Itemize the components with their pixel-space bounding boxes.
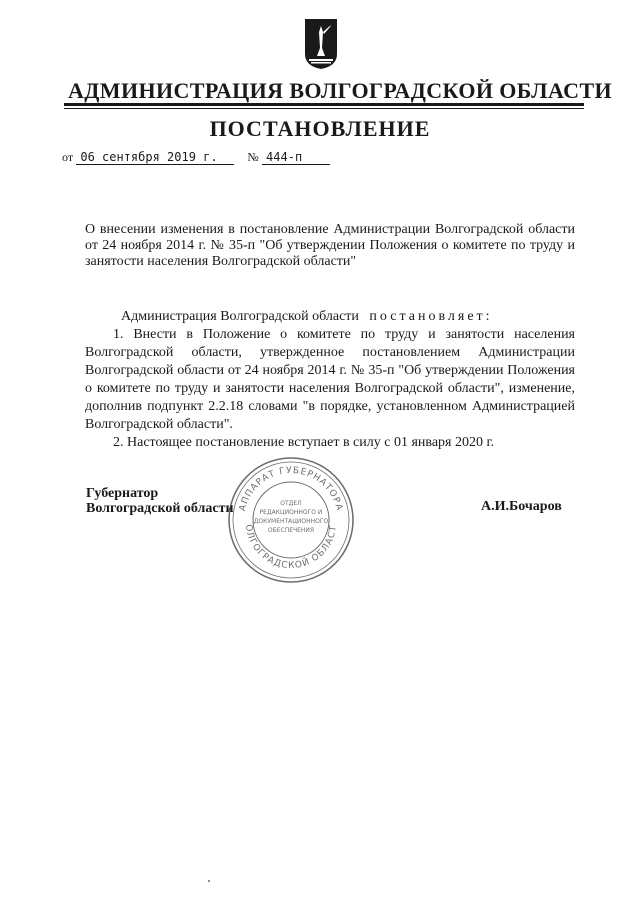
decree-item-1: 1. Внести в Положение о комитете по труду и занятости населения Волгоградской области, утвержденное постановлением Администрации Волгоградской области от 24 ноября 2014 г. № 35-п "Об утверждении Положения о комитете по труду и занятости населения Волгоградской области", изменение, дополнив подпункт 2.2.18 словами "в порядке, установленном Администрацией Волгоградской области". xyxy=(85,327,575,432)
header-rule-thin xyxy=(64,108,584,109)
organization-title: АДМИНИСТРАЦИЯ ВОЛГОГРАДСКОЙ ОБЛАСТИ xyxy=(67,78,613,103)
decree-intro xyxy=(85,308,575,326)
coat-of-arms-icon xyxy=(304,18,338,70)
signatory-position-line-1: Губернатор xyxy=(86,486,159,501)
signatory-position xyxy=(86,486,234,516)
document-meta-line xyxy=(62,149,330,165)
signatory-position-line-2: Волгоградской области xyxy=(86,501,234,516)
document-subject: О внесении изменения в постановление Администрации Волгоградской области от 24 ноября 2014 г. № 35-п "Об утверждении Положения о комитете по труду и занятости населения Волгоградской области" xyxy=(85,222,575,269)
decree-intro-text: Администрация Волгоградской области xyxy=(121,309,359,324)
stamp-inner-line-1: ОТДЕЛ xyxy=(280,500,302,507)
stamp-outer-top: АППАРАТ ГУБЕРНАТОРА xyxy=(237,465,345,513)
signatory-name: А.И.Бочаров xyxy=(481,499,562,514)
stamp-inner-line-4: ОБЕСПЕЧЕНИЯ xyxy=(267,527,315,534)
date-prefix: от xyxy=(62,150,74,164)
decree-word: постановляет: xyxy=(369,309,493,324)
official-stamp xyxy=(226,455,356,585)
stamp-inner-line-3: ДОКУМЕНТАЦИОННОГО xyxy=(253,518,329,525)
document-date: 06 сентября 2019 г. xyxy=(76,150,234,165)
scan-speck xyxy=(208,880,210,882)
document-number: 444-п xyxy=(262,150,330,165)
document-body xyxy=(85,308,575,452)
document-type-title: ПОСТАНОВЛЕНИЕ xyxy=(209,116,431,141)
number-prefix: № xyxy=(247,150,259,164)
header-rule-thick xyxy=(64,103,584,106)
decree-item-2: 2. Настоящее постановление вступает в силу с 01 января 2020 г. xyxy=(113,435,495,450)
stamp-outer-bottom: ОЛГОГРАДСКОЙ ОБЛАСТ xyxy=(242,523,340,572)
stamp-inner-line-2: РЕДАКЦИОННОГО И xyxy=(259,509,323,516)
